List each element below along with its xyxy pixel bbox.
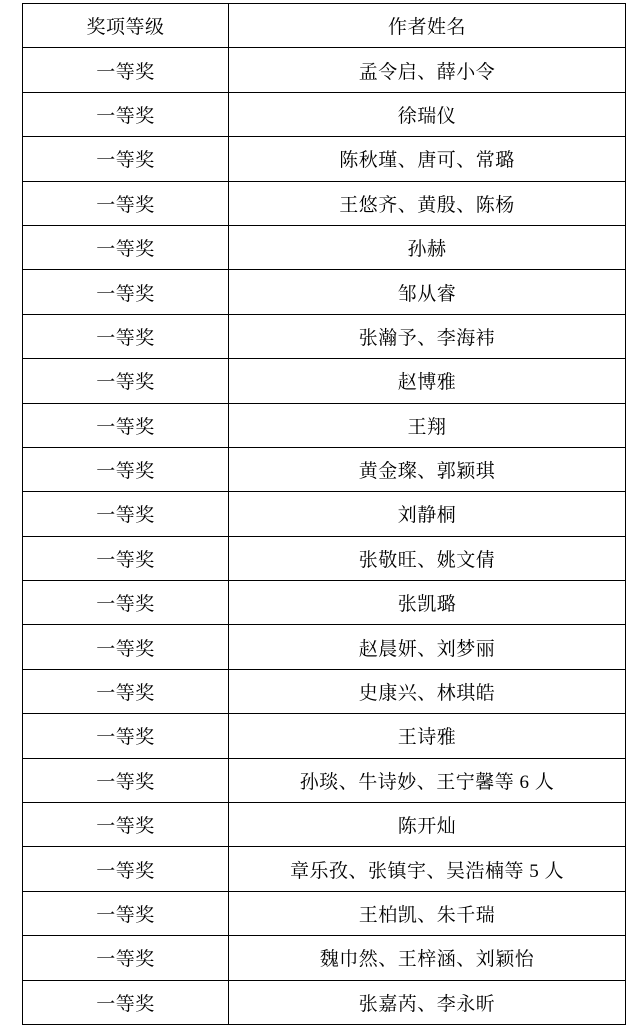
table-header-row (23, 4, 626, 48)
award-table-body (23, 4, 626, 1025)
cell-authors: 赵晨妍、刘梦丽 (228, 625, 625, 669)
table-row (23, 669, 626, 713)
table-row (23, 625, 626, 669)
cell-level: 一等奖 (23, 359, 229, 403)
cell-level: 一等奖 (23, 92, 229, 136)
table-row (23, 359, 626, 403)
table-row (23, 181, 626, 225)
table-row (23, 980, 626, 1024)
cell-authors: 孙琰、牛诗妙、王宁馨等 6 人 (228, 758, 625, 802)
cell-authors: 黄金璨、郭颖琪 (228, 447, 625, 491)
column-header-author: 作者姓名 (228, 4, 625, 48)
cell-authors: 张凯璐 (228, 581, 625, 625)
table-row (23, 314, 626, 358)
cell-authors: 孟令启、薛小令 (228, 48, 625, 92)
cell-authors: 王悠齐、黄殷、陈杨 (228, 181, 625, 225)
cell-level: 一等奖 (23, 980, 229, 1024)
cell-level: 一等奖 (23, 758, 229, 802)
cell-level: 一等奖 (23, 891, 229, 935)
table-row (23, 492, 626, 536)
cell-level: 一等奖 (23, 314, 229, 358)
cell-authors: 张嘉芮、李永昕 (228, 980, 625, 1024)
cell-authors: 张敬旺、姚文倩 (228, 536, 625, 580)
table-row (23, 48, 626, 92)
cell-authors: 刘静桐 (228, 492, 625, 536)
table-row (23, 403, 626, 447)
cell-level: 一等奖 (23, 270, 229, 314)
cell-level: 一等奖 (23, 803, 229, 847)
column-header-level: 奖项等级 (23, 4, 229, 48)
cell-level: 一等奖 (23, 403, 229, 447)
table-row (23, 536, 626, 580)
table-row (23, 447, 626, 491)
cell-authors: 章乐孜、张镇宇、吴浩楠等 5 人 (228, 847, 625, 891)
cell-level: 一等奖 (23, 492, 229, 536)
table-row (23, 270, 626, 314)
cell-level: 一等奖 (23, 581, 229, 625)
cell-authors: 徐瑞仪 (228, 92, 625, 136)
cell-authors: 邹从睿 (228, 270, 625, 314)
table-row (23, 581, 626, 625)
cell-level: 一等奖 (23, 669, 229, 713)
cell-authors: 魏巾然、王梓涵、刘颖怡 (228, 936, 625, 980)
table-row (23, 803, 626, 847)
cell-level: 一等奖 (23, 936, 229, 980)
cell-level: 一等奖 (23, 536, 229, 580)
table-row (23, 225, 626, 269)
award-table (22, 3, 626, 1025)
cell-authors: 王柏凯、朱千瑞 (228, 891, 625, 935)
cell-authors: 陈秋瑾、唐可、常璐 (228, 137, 625, 181)
cell-authors: 张瀚予、李海袆 (228, 314, 625, 358)
table-row (23, 714, 626, 758)
table-row (23, 758, 626, 802)
cell-authors: 王翔 (228, 403, 625, 447)
table-row (23, 847, 626, 891)
table-row (23, 891, 626, 935)
table-row (23, 936, 626, 980)
cell-authors: 王诗雅 (228, 714, 625, 758)
cell-authors: 赵博雅 (228, 359, 625, 403)
cell-authors: 陈开灿 (228, 803, 625, 847)
cell-level: 一等奖 (23, 847, 229, 891)
cell-level: 一等奖 (23, 447, 229, 491)
cell-level: 一等奖 (23, 714, 229, 758)
cell-level: 一等奖 (23, 625, 229, 669)
table-row (23, 92, 626, 136)
table-row (23, 137, 626, 181)
cell-level: 一等奖 (23, 181, 229, 225)
cell-authors: 孙赫 (228, 225, 625, 269)
cell-level: 一等奖 (23, 48, 229, 92)
cell-authors: 史康兴、林琪皓 (228, 669, 625, 713)
cell-level: 一等奖 (23, 225, 229, 269)
cell-level: 一等奖 (23, 137, 229, 181)
